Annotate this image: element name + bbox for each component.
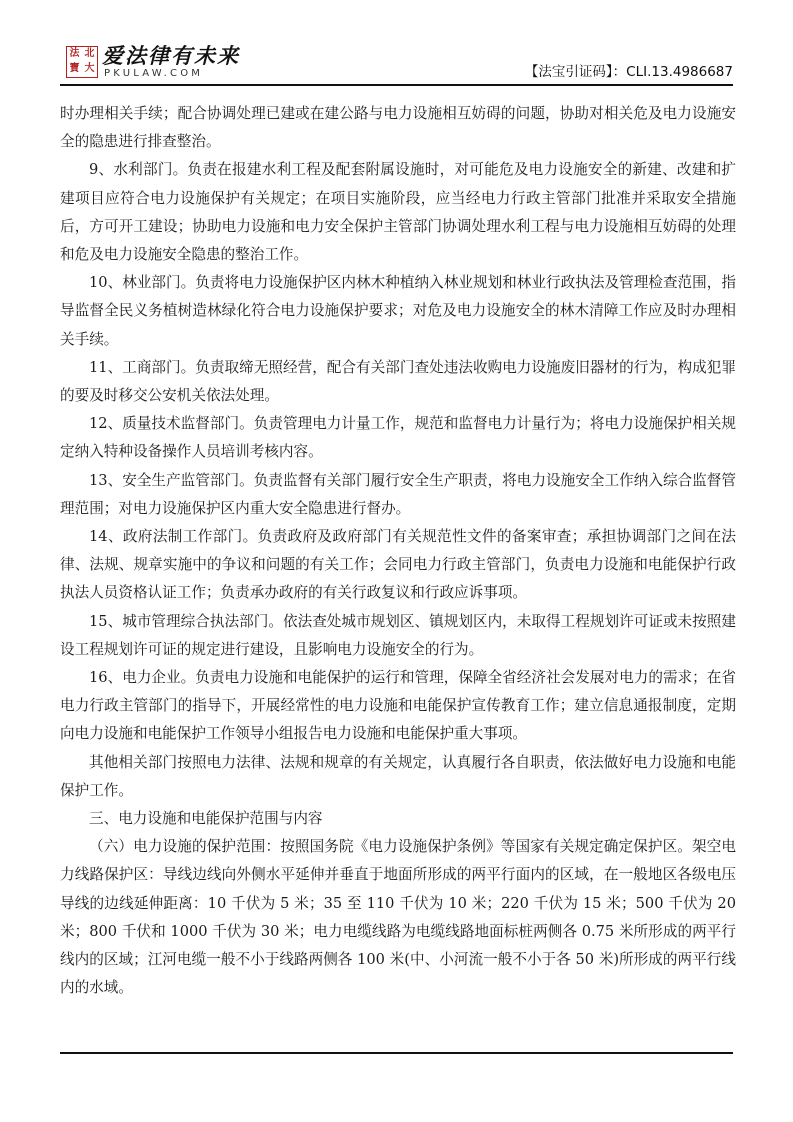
- paragraph: 13、安全生产监管部门。负责监督有关部门履行安全生产职责，将电力设施安全工作纳入综合监督管理范围；对电力设施保护区内重大安全隐患进行督办。: [60, 471, 736, 517]
- seal-char: 法: [69, 48, 80, 59]
- paragraph: 12、质量技术监督部门。负责管理电力计量工作，规范和监督电力计量行为；将电力设施保护相关规定纳入特种设备操作人员培训考核内容。: [60, 415, 736, 461]
- paragraph: （六）电力设施的保护范围：按照国务院《电力设施保护条例》等国家有关规定确定保护区。架空电力线路保护区：导线边线向外侧水平延伸并垂直于地面所形成的两平行面内的区域，在一般地区各级电压导线的边线延伸距离：10 千伏为 5 米；35 至 110 千伏为 10 米；220 千伏为 15 米；500 千伏为 20 米；800 千伏和 1000 千伏为 30 米；电力电缆线路为电缆线路地面标桩两侧各 0.75 米所形成的两平行线内的区域；江河电缆一般不小于线路两侧各 100 米(中、小河流一般不小于各 50 米)所形成的两平行线内的水域。: [60, 838, 736, 997]
- seal-char: 大: [84, 63, 95, 74]
- paragraph: 时办理相关手续；配合协调处理已建或在建公路与电力设施相互妨碍的问题，协助对相关危及电力设施安全的隐患进行排查整治。: [60, 105, 736, 151]
- paragraph: 14、政府法制工作部门。负责政府及政府部门有关规范性文件的备案审查；承担协调部门之间在法律、法规、规章实施中的争议和问题的有关工作；会同电力行政主管部门，负责电力设施和电能保护行政执法人员资格认证工作；负责承办政府的有关行政复议和行政应诉事项。: [60, 528, 736, 602]
- seal-char: 北: [84, 48, 95, 59]
- paragraph: 其他相关部门按照电力法律、法规和规章的有关规定，认真履行各自职责，依法做好电力设施和电能保护工作。: [60, 753, 736, 799]
- footer-divider: [60, 1052, 733, 1054]
- page-header: [60, 44, 733, 86]
- paragraph: 16、电力企业。负责电力设施和电能保护的运行和管理，保障全省经济社会发展对电力的需求；在省电力行政主管部门的指导下，开展经常性的电力设施和电能保护宣传教育工作；建立信息通报制度，定期向电力设施和电能保护工作领导小组报告电力设施和电能保护重大事项。: [60, 669, 736, 743]
- logo-domain: PKULAW.COM: [104, 68, 204, 79]
- header-divider: [60, 84, 733, 86]
- citation-code: 【法宝引证码】：CLI.13.4986687: [524, 64, 733, 80]
- section-heading: 三、电力设施和电能保护范围与内容: [89, 810, 323, 828]
- paragraph: 10、林业部门。负责将电力设施保护区内林木种植纳入林业规划和林业行政执法及管理检查范围，指导监督全民义务植树造林绿化符合电力设施保护要求；对危及电力设施安全的林木清障工作应及时办理相关手续。: [60, 274, 736, 348]
- seal-char: 寶: [69, 63, 80, 74]
- pkulaw-seal-logo: [66, 46, 98, 78]
- document-body: [60, 100, 736, 1003]
- logo-slogan: 爱法律有未来: [102, 43, 240, 68]
- paragraph: 9、水利部门。负责在报建水利工程及配套附属设施时，对可能危及电力设施安全的新建、改建和扩建项目应符合电力设施保护有关规定；在项目实施阶段，应当经电力行政主管部门批准并采取安全措施后，方可开工建设；协助电力设施和电力安全保护主管部门协调处理水利工程与电力设施相互妨碍的处理和危及电力设施安全隐患的整治工作。: [60, 161, 736, 264]
- paragraph: 11、工商部门。负责取缔无照经营，配合有关部门查处违法收购电力设施废旧器材的行为，构成犯罪的要及时移交公安机关依法处理。: [60, 358, 736, 405]
- paragraph: 15、城市管理综合执法部门。依法查处城市规划区、镇规划区内，未取得工程规划许可证或未按照建设工程规划许可证的规定进行建设，且影响电力设施安全的行为。: [60, 612, 736, 658]
